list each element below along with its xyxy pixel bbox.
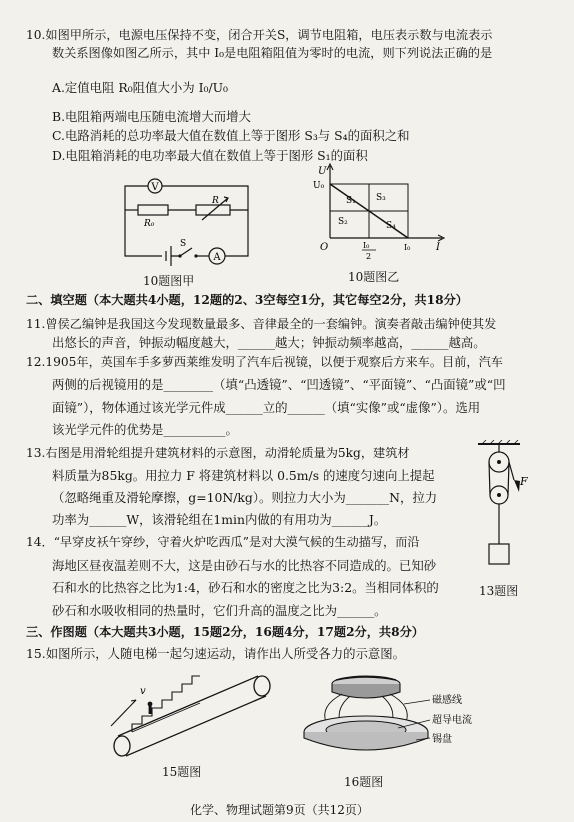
q14-line1: 14．“早穿皮袄午穿纱，守着火炉吃西瓜”是对大漠气候的生动描写，而沿	[26, 535, 420, 549]
q13-line4: 功率为______W，该滑轮组在1min内做的有用功为______J。	[52, 512, 387, 527]
i0-tick-label: I₀	[404, 243, 411, 252]
q10-option-d: D.电阻箱消耗的电功率最大值在数值上等于图形 S₁的面积	[52, 148, 368, 163]
q10-ui-graph	[310, 160, 450, 272]
q11-line1: 11.曾侯乙编钟是我国这今发现数量最多、音律最全的一套编钟。演奏者敲击编钟使其发	[26, 317, 497, 331]
section2-heading: 二、填空题（本大题共4小题，12题的2、3空每空1分，其它每空2分，共18分）	[26, 293, 468, 307]
q15-fig-caption: 15题图	[162, 765, 202, 779]
q14-line3: 石和水的比热容之比为1:4，砂石和水的密度之比为3:2。当相同体积的	[52, 580, 439, 595]
ammeter-label: A	[213, 252, 221, 263]
q12-line4: 该光学元件的优势是__________。	[52, 422, 238, 437]
q16-label-field-lines: 磁感线	[432, 695, 462, 706]
area-s4-label: S₄	[386, 221, 396, 231]
q16-label-supercurrent: 超导电流	[432, 715, 472, 726]
q16-levitation-diagram	[290, 660, 530, 770]
q12-line3: 面镜”），物体通过该光学元件成______立的______（填“实像”或“虚像”）。选用	[52, 400, 481, 415]
q14-line4: 砂石和水吸收相同的热量时，它们升高的温度之比为______。	[52, 603, 387, 618]
resistor-box-label: R	[212, 196, 219, 206]
q10-option-a: A.定值电阻 R₀阻值大小为 I₀/U₀	[52, 80, 229, 95]
q14-line2: 海地区昼夜温差则不大，这是由砂石与水的比热容不同造成的。已知砂	[52, 558, 437, 573]
page-footer: 化学、物理试题第9页（共12页）	[190, 803, 369, 817]
q15-stem: 15.如图所示，人随电梯一起匀速运动，请作出人所受各力的示意图。	[26, 646, 406, 661]
q13-line2: 料质量为85kg。用拉力 F 将建筑材料以 0.5m/s 的速度匀速向上提起	[52, 468, 435, 483]
q13-fig-caption: 13题图	[479, 584, 519, 598]
velocity-label: v	[140, 686, 146, 697]
q16-label-tin-disk: 锡盘	[432, 734, 452, 745]
q10-circuit-diagram	[110, 168, 260, 268]
voltmeter-label: V	[151, 182, 159, 193]
u-axis-label: U	[318, 166, 327, 177]
switch-label: S	[180, 239, 187, 249]
section3-heading: 三、作图题（本大题共3小题，15题2分，16题4分，17题2分，共8分）	[26, 625, 424, 639]
u0-label: U₀	[313, 181, 325, 191]
r0-label: R₀	[144, 219, 155, 229]
half-i0-numerator: I₀	[363, 241, 370, 250]
q11-line2: 出悠长的声音，钟振动幅度越大，______越大；钟振动频率越高，______越高。	[52, 335, 486, 350]
q12-line2: 两侧的后视镜用的是________（填“凸透镜”、“凹透镜”、“平面镜”、“凸面镜”或“凹	[52, 377, 506, 392]
q13-line3: （忽略绳重及滑轮摩擦，g=10N/kg）。则拉力大小为_______N，拉力	[52, 490, 438, 505]
area-s1-label: S₁	[346, 196, 356, 206]
q10-stem-line2: 数关系图像如图乙所示，其中 I₀是电阻箱阻值为零时的电流，则下列说法正确的是	[52, 46, 493, 60]
q12-line1: 12.1905年，英国车手多萝西莱维发明了汽车后视镜，以便于观察后方来车。目前，汽车	[26, 355, 503, 369]
origin-label: O	[320, 242, 329, 253]
q15-escalator-diagram	[100, 670, 290, 760]
q13-pulley-diagram	[470, 440, 540, 580]
q10-option-b: B.电阻箱两端电压随电流增大而增大	[52, 109, 251, 124]
q10-option-c: C.电路消耗的总功率最大值在数值上等于图形 S₃与 S₄的面积之和	[52, 128, 410, 143]
force-label: F	[520, 475, 528, 488]
i-axis-label: I	[436, 242, 440, 253]
area-s3-label: S₃	[376, 193, 386, 203]
q10-fig-b-caption: 10题图乙	[348, 270, 400, 284]
q16-fig-caption: 16题图	[344, 775, 384, 789]
q13-line1: 13.右图是用滑轮组提升建筑材料的示意图，动滑轮质量为5kg，建筑材	[26, 446, 410, 460]
q10-stem-line1: 10.如图甲所示，电源电压保持不变，闭合开关S，调节电阻箱，电压表示数与电流表示	[26, 28, 493, 42]
half-i0-denominator: 2	[366, 252, 372, 261]
q10-fig-a-caption: 10题图甲	[143, 274, 195, 288]
area-s2-label: S₂	[338, 217, 348, 227]
